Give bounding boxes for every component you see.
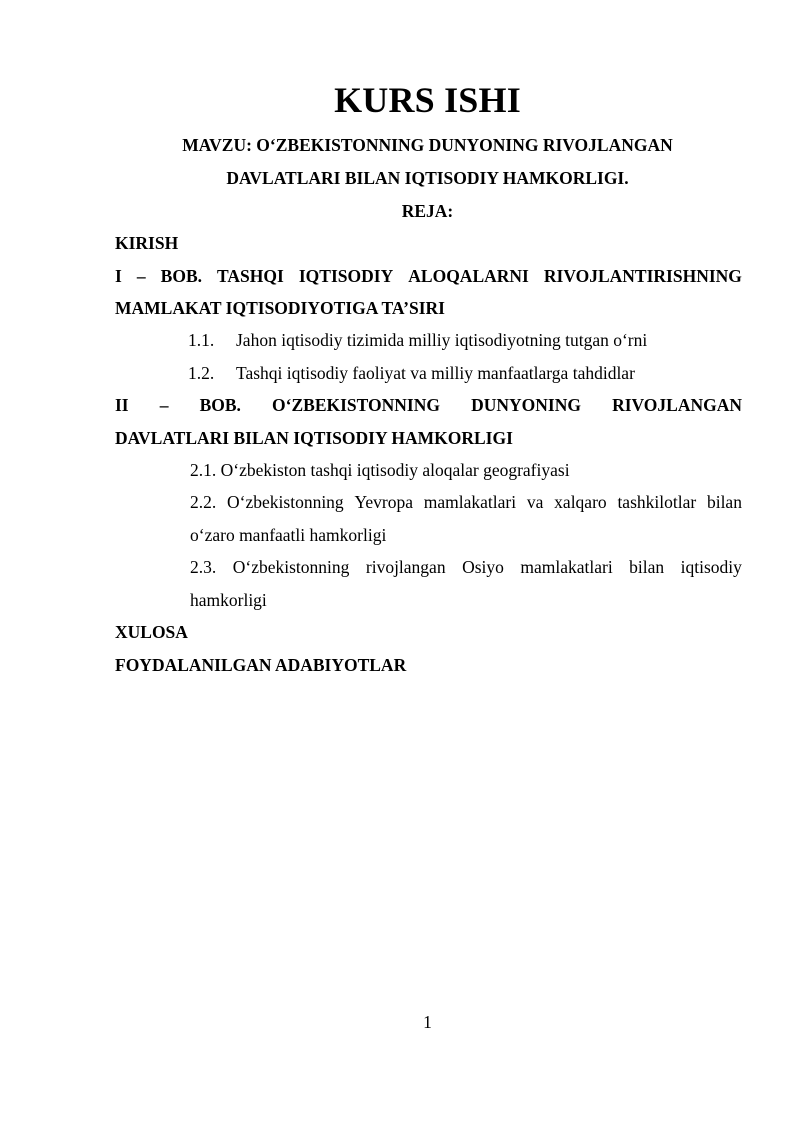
- toc-section-1-2: [188, 361, 635, 385]
- toc-section-2-2-line-2: o‘zaro manfaatli hamkorligi: [190, 525, 387, 545]
- word: Osiyo: [462, 557, 504, 577]
- word: va: [526, 492, 544, 512]
- word: bilan: [706, 492, 742, 512]
- section-number: 1.1.: [188, 330, 215, 350]
- word: –: [159, 395, 169, 415]
- word: O‘zbekistonning: [227, 492, 344, 512]
- toc-section-2-1: 2.1. O‘zbekiston tashqi iqtisodiy aloqalar geografiyasi: [190, 460, 570, 480]
- subject-line-2: DAVLATLARI BILAN IQTISODIY HAMKORLIGI.: [226, 168, 629, 188]
- toc-intro: KIRISH: [115, 233, 179, 253]
- toc-section-1-1: [188, 328, 647, 352]
- subject-line-1: MAVZU: O‘ZBEKISTONNING DUNYONING RIVOJLANGAN: [182, 135, 673, 155]
- document-title: KURS ISHI: [334, 80, 521, 120]
- page-number: 1: [423, 1012, 432, 1032]
- word: rivojlangan: [365, 557, 446, 577]
- word: mamlakatlari: [520, 557, 613, 577]
- word: xalqaro: [554, 492, 607, 512]
- word: bilan: [629, 557, 665, 577]
- word: –: [136, 266, 146, 286]
- plan-heading: REJA:: [401, 201, 454, 221]
- toc-chapter-1-line-1: [115, 264, 742, 288]
- word: BOB.: [199, 395, 241, 415]
- section-title: Tashqi iqtisodiy faoliyat va milliy manfaatlarga tahdidlar: [236, 363, 635, 383]
- word: 2.2.: [190, 492, 217, 512]
- word: IQTISODIY: [298, 266, 394, 286]
- word: 2.3.: [190, 557, 217, 577]
- toc-section-2-3-line-1: [190, 555, 742, 579]
- word: mamlakatlari: [423, 492, 517, 512]
- word: O‘ZBEKISTONNING: [272, 395, 440, 415]
- word: ALOQALARNI: [408, 266, 529, 286]
- toc-section-2-3-line-2: hamkorligi: [190, 590, 267, 610]
- word: DUNYONING: [471, 395, 581, 415]
- section-number: 1.2.: [188, 363, 215, 383]
- toc-chapter-1-line-2: MAMLAKAT IQTISODIYOTIGA TA’SIRI: [115, 298, 445, 318]
- word: I: [115, 266, 122, 286]
- word: TASHQI: [217, 266, 284, 286]
- toc-chapter-2-line-2: DAVLATLARI BILAN IQTISODIY HAMKORLIGI: [115, 428, 513, 448]
- word: iqtisodiy: [680, 557, 742, 577]
- word: RIVOJLANTIRISHNING: [543, 266, 742, 286]
- word: BOB.: [160, 266, 202, 286]
- toc-conclusion: XULOSA: [115, 622, 188, 642]
- word: II: [115, 395, 129, 415]
- word: O‘zbekistonning: [232, 557, 350, 577]
- word: RIVOJLANGAN: [612, 395, 742, 415]
- section-title: Jahon iqtisodiy tizimida milliy iqtisodiyotning tutgan o‘rni: [236, 330, 648, 350]
- toc-chapter-2-line-1: [115, 393, 742, 417]
- toc-section-2-2-line-1: [190, 490, 742, 514]
- word: tashkilotlar: [617, 492, 697, 512]
- toc-references: FOYDALANILGAN ADABIYOTLAR: [115, 655, 407, 675]
- word: Yevropa: [354, 492, 413, 512]
